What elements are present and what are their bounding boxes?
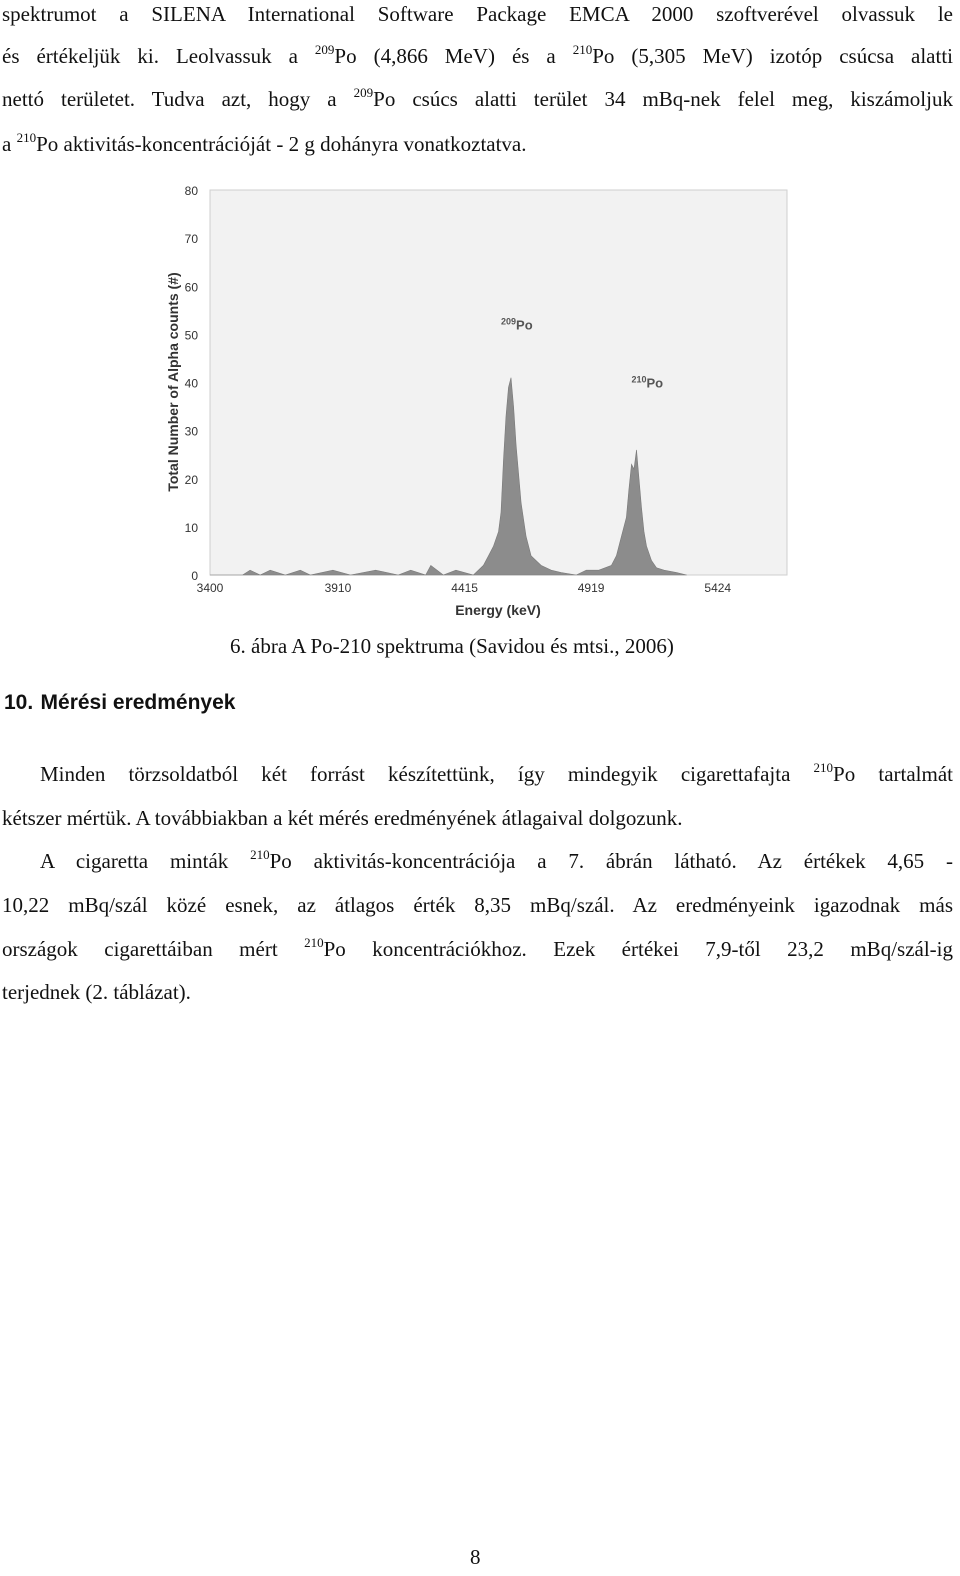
page-number: 8 <box>470 1545 481 1569</box>
text-run: Po aktivitás-koncentrációja a 7. ábrán látható. Az értékek 4,65 - <box>269 849 953 873</box>
text-run: és értékeljük ki. Leolvassuk a <box>2 44 315 68</box>
y-tick-label: 40 <box>184 376 198 391</box>
plot-area <box>210 190 787 575</box>
x-axis-label: Energy (keV) <box>455 602 541 618</box>
paragraph-3-line-1 <box>40 849 953 873</box>
text-run: Po koncentrációkhoz. Ezek értékei 7,9-től 23,2 mBq/szál-ig <box>323 937 953 961</box>
section-heading <box>4 690 235 715</box>
y-tick-label: 80 <box>184 184 198 198</box>
peak-label-element: Po <box>516 317 533 333</box>
paragraph-2-line-2: kétszer mértük. A továbbiakban a két mérés eredményének átlagaival dolgozunk. <box>2 806 683 830</box>
y-axis-label: Total Number of Alpha counts (#) <box>165 272 181 492</box>
y-tick-label: 30 <box>184 424 198 439</box>
text-run: nettó területet. Tudva azt, hogy a <box>2 87 354 111</box>
isotope-superscript: 209 <box>353 85 374 100</box>
y-tick-label: 50 <box>184 328 198 343</box>
isotope-superscript: 210 <box>572 42 593 57</box>
text-run: Po aktivitás-koncentrációját - 2 g dohányra vonatkoztatva. <box>36 132 527 156</box>
isotope-superscript: 210 <box>16 130 37 145</box>
paragraph-3-line-4: terjednek (2. táblázat). <box>2 980 191 1004</box>
text-run: Po (5,305 MeV) izotóp csúcsa alatti <box>592 44 953 68</box>
paragraph-1-line-1: spektrumot a SILENA International Software Package EMCA 2000 szoftverével olvassuk le <box>2 2 953 26</box>
text-run: Minden törzsoldatból két forrást készítettünk, így mindegyik cigarettafajta <box>40 762 814 786</box>
text-run: Po tartalmát <box>833 762 953 786</box>
section-title: Mérési eredmények <box>40 691 236 714</box>
y-axis-ticks <box>185 184 199 583</box>
po210-spectrum-chart <box>150 170 800 630</box>
paragraph-2-line-1 <box>40 762 953 786</box>
isotope-superscript: 210 <box>813 760 834 775</box>
x-tick-label: 4415 <box>451 581 478 595</box>
section-number: 10. <box>4 691 34 714</box>
peak-label-superscript: 209 <box>501 316 517 327</box>
peak-label-element: Po <box>646 375 664 391</box>
text-run: Po (4,866 MeV) és a <box>334 44 573 68</box>
paragraph-1-line-3 <box>2 87 953 111</box>
paragraph-3-line-3 <box>2 937 953 961</box>
peak-label-superscript: 210 <box>631 374 647 385</box>
figure-caption: 6. ábra A Po-210 spektruma (Savidou és mtsi., 2006) <box>230 634 674 658</box>
text-run: országok cigarettáiban mért <box>2 937 305 961</box>
isotope-superscript: 209 <box>314 42 335 57</box>
y-tick-label: 10 <box>184 520 198 535</box>
isotope-superscript: 210 <box>304 935 324 950</box>
y-tick-label: 70 <box>184 232 198 247</box>
text-run: a <box>2 132 17 156</box>
isotope-superscript: 210 <box>250 847 270 862</box>
text-run: A cigaretta minták <box>40 849 251 873</box>
y-tick-label: 20 <box>184 472 198 487</box>
paragraph-1-line-4 <box>2 132 527 156</box>
x-tick-label: 3400 <box>196 581 224 595</box>
x-tick-label: 5424 <box>704 581 732 595</box>
text-run: Po csúcs alatti terület 34 mBq-nek felel meg, kiszámoljuk <box>373 87 953 111</box>
paragraph-1-line-2 <box>2 44 953 68</box>
x-tick-label: 4919 <box>577 581 605 595</box>
x-tick-label: 3910 <box>324 581 352 595</box>
y-tick-label: 60 <box>184 280 198 295</box>
paragraph-3-line-2: 10,22 mBq/szál közé esnek, az átlagos érték 8,35 mBq/szál. Az eredményeink igazodnak más <box>2 893 953 917</box>
y-tick-label: 0 <box>191 569 198 583</box>
